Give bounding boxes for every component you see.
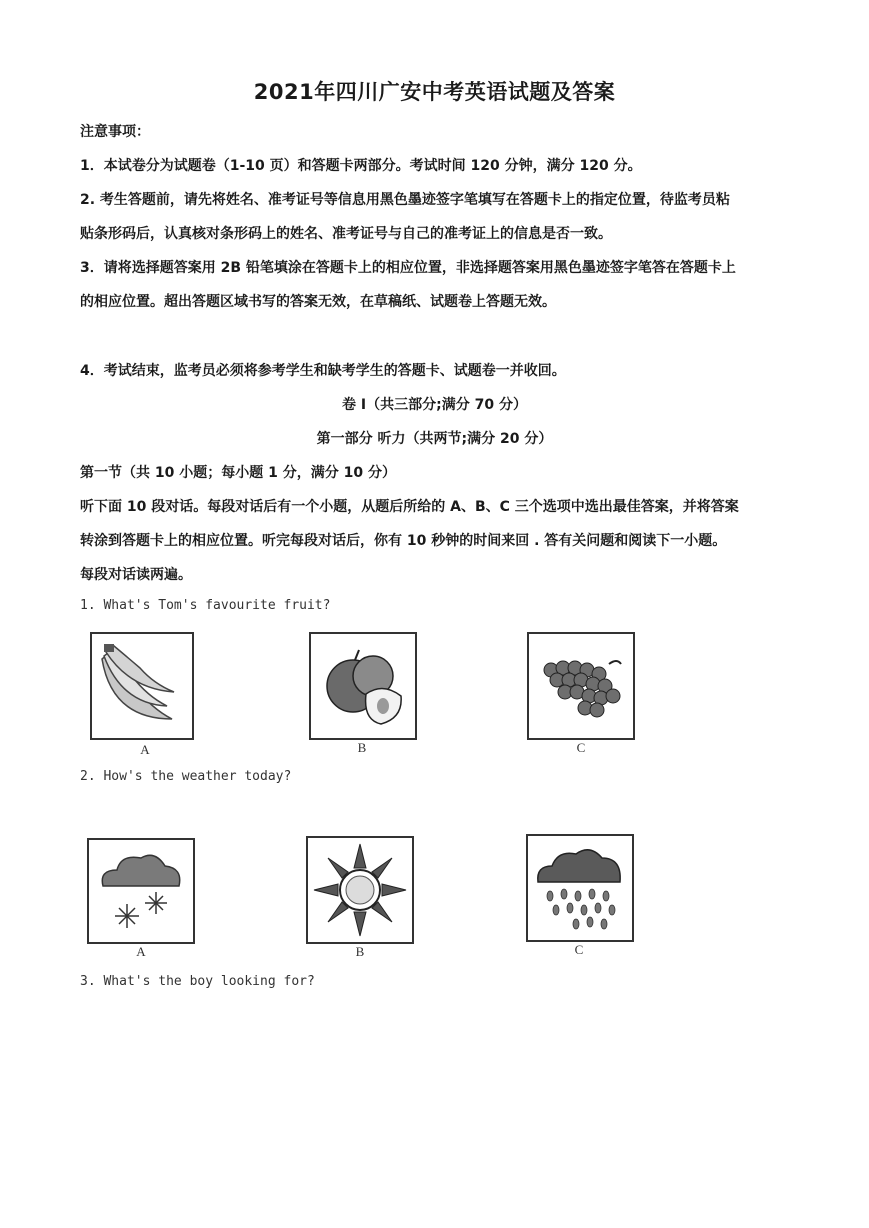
question-3: 3. What's the boy looking for? — [80, 974, 315, 989]
option-1b-label: B — [357, 740, 367, 755]
option-2b-label: B — [355, 944, 365, 959]
instruction-1: 听下面 10 段对话。每段对话后有一个小题，从题后所给的 A、B、C 三个选项中选出最佳答案，并将答案 — [80, 499, 739, 515]
rain-cloud-icon — [528, 836, 632, 940]
banana-icon — [92, 634, 192, 738]
option-1a-label: A — [140, 742, 150, 757]
instruction-2: 转涂到答题卡上的相应位置。听完每段对话后，你有 10 秒钟的时间来回 . 答有关问题和阅读下一小题。 — [80, 533, 727, 549]
part-heading: 第一部分 听力（共两节;满分 20 分） — [316, 431, 553, 447]
option-2b-picture[interactable] — [306, 836, 414, 944]
option-2a-picture[interactable] — [87, 838, 195, 944]
apple-icon — [311, 634, 415, 738]
grapes-icon — [529, 634, 633, 738]
volume-heading: 卷 I（共三部分;满分 70 分） — [342, 397, 527, 413]
notice-2b: 贴条形码后，认真核对条形码上的姓名、准考证号与自己的准考证上的信息是否一致。 — [80, 226, 612, 242]
section-heading: 第一节（共 10 小题；每小题 1 分，满分 10 分） — [80, 465, 396, 481]
option-1b-picture[interactable] — [309, 632, 417, 740]
option-1a-picture[interactable] — [90, 632, 194, 740]
instruction-3: 每段对话读两遍。 — [80, 567, 192, 583]
question-1: 1. What's Tom's favourite fruit? — [80, 598, 331, 613]
notice-3b: 的相应位置。超出答题区域书写的答案无效，在草稿纸、试题卷上答题无效。 — [80, 294, 556, 310]
option-2c-label: C — [574, 942, 584, 957]
option-2c-picture[interactable] — [526, 834, 634, 942]
notice-3a: 3．请将选择题答案用 2B 铅笔填涂在答题卡上的相应位置，非选择题答案用黑色墨迹签字笔答在答题卡上 — [80, 260, 736, 276]
snow-cloud-icon — [89, 840, 193, 942]
notice-heading: 注意事项： — [80, 124, 150, 140]
page-title: 2021年四川广安中考英语试题及答案 — [253, 80, 616, 104]
option-1c-label: C — [576, 740, 586, 755]
option-2a-label: A — [136, 944, 146, 959]
notice-4: 4．考试结束，监考员必须将参考学生和缺考学生的答题卡、试题卷一并收回。 — [80, 363, 566, 379]
notice-1: 1．本试卷分为试题卷（1-10 页）和答题卡两部分。考试时间 120 分钟，满分 120 分。 — [80, 158, 642, 174]
sun-icon — [308, 838, 412, 942]
notice-2a: 2. 考生答题前，请先将姓名、准考证号等信息用黑色墨迹签字笔填写在答题卡上的指定位置，待监考员粘 — [80, 192, 730, 208]
option-1c-picture[interactable] — [527, 632, 635, 740]
question-2: 2. How's the weather today? — [80, 769, 292, 784]
